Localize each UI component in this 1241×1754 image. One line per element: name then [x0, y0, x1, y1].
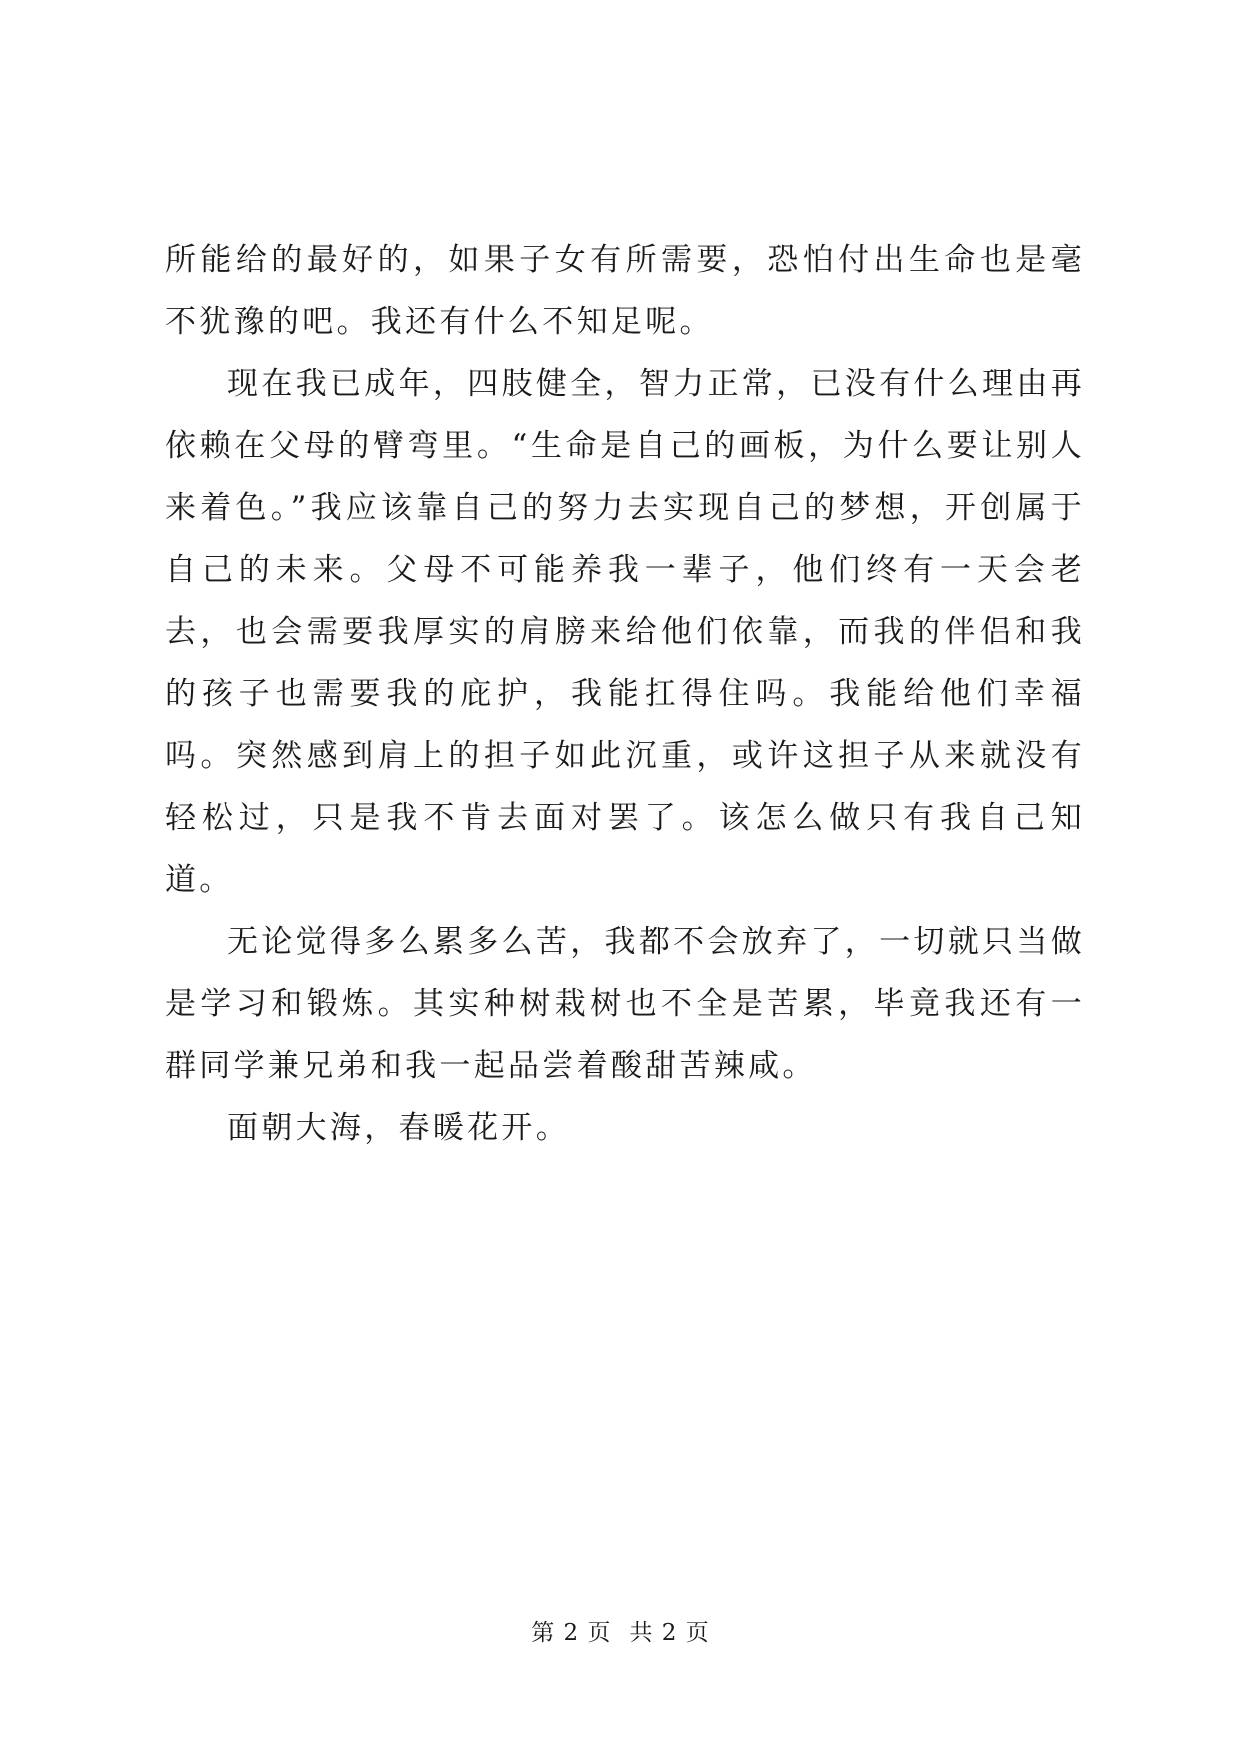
paragraph-3: 无论觉得多么累多么苦，我都不会放弃了，一切就只当做是学习和锻炼。其实种树栽树也不全是苦累，毕竟我还有一群同学兼兄弟和我一起品尝着酸甜苦辣咸。: [165, 924, 1085, 1084]
page-footer: [0, 1618, 1241, 1648]
page-total: 共 2 页: [629, 1620, 710, 1646]
paragraph-2: 现在我已成年，四肢健全，智力正常，已没有什么理由再依赖在父母的臂弯里。“生命是自己的画板，为什么要让别人来着色。”我应该靠自己的努力去实现自己的梦想，开创属于自己的未来。父母不可能养我一辈子，他们终有一天会老去，也会需要我厚实的肩膀来给他们依靠，而我的伴侣和我的孩子也需要我的庇护，我能扛得住吗。我能给他们幸福吗。突然感到肩上的担子如此沉重，或许这担子从来就没有轻松过，只是我不肯去面对罢了。该怎么做只有我自己知道。: [165, 366, 1085, 898]
paragraph-1: 所能给的最好的，如果子女有所需要，恐怕付出生命也是毫不犹豫的吧。我还有什么不知足呢。: [165, 242, 1085, 340]
body-text: [165, 229, 1085, 1159]
page-number: 第 2 页: [531, 1620, 612, 1646]
paragraph-4: 面朝大海，春暖花开。: [227, 1110, 570, 1146]
